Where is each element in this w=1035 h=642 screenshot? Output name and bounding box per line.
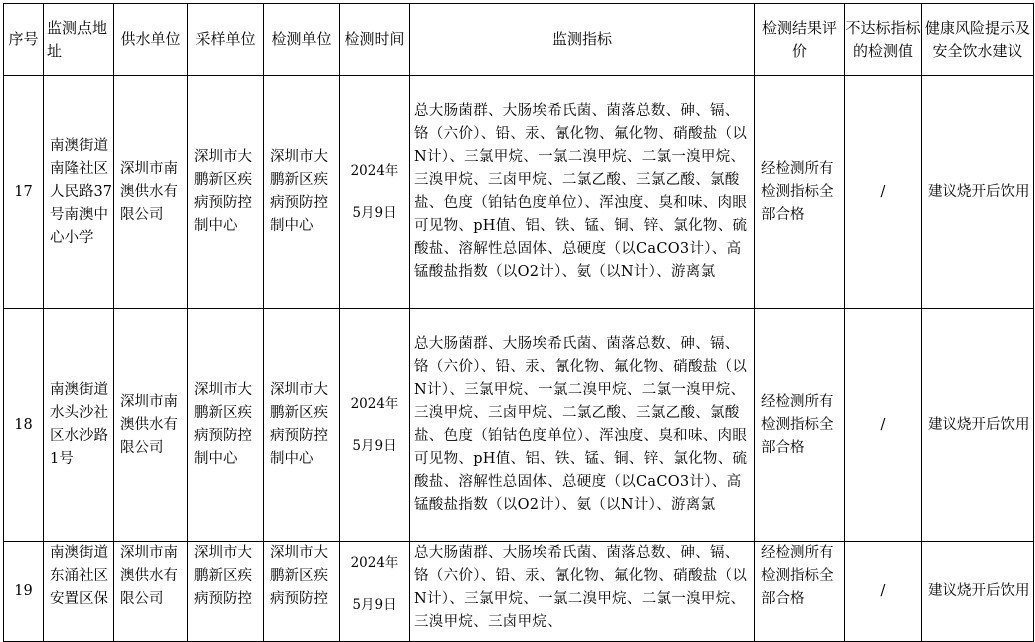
row-time bbox=[340, 76, 410, 309]
table-row bbox=[4, 309, 1034, 542]
row-supplier: 深圳市南澳供水有限公司 bbox=[114, 309, 188, 542]
row-time-year: 2024年 bbox=[350, 396, 399, 412]
row-sampler: 深圳市大鹏新区疾病预防控制中心 bbox=[188, 76, 264, 309]
row-indicators: 总大肠菌群、大肠埃希氏菌、菌落总数、砷、镉、铬（六价）、铅、汞、氰化物、氟化物、硝酸盐（以N计）、三氯甲烷、一氯二溴甲烷、二氯一溴甲烷、三溴甲烷、三卤甲烷、二氯乙酸、三氯乙酸、氯酸盐、色度（铂钴色度单位）、浑浊度、臭和味、肉眼可见物、pH值、铝、铁、锰、铜、锌、氯化物、硫酸盐、溶解性总固体、总硬度（以CaCO3计）、高锰酸盐指数（以O2计）、氨（以N计）、游离氯 bbox=[410, 309, 755, 542]
row-advice: 建议烧开后饮用 bbox=[922, 309, 1034, 542]
row-address: 南澳街道南隆社区人民路37号南澳中心小学 bbox=[44, 76, 114, 309]
row-tester: 深圳市大鹏新区疾病预防控制中心 bbox=[264, 76, 340, 309]
row-time-year: 2024年 bbox=[350, 555, 399, 571]
row-indicators: 总大肠菌群、大肠埃希氏菌、菌落总数、砷、镉、铬（六价）、铅、汞、氰化物、氟化物、硝酸盐（以N计）、三氯甲烷、一氯二溴甲烷、二氯一溴甲烷、三溴甲烷、三卤甲烷、 bbox=[410, 542, 755, 642]
row-time-day: 5月9日 bbox=[352, 438, 397, 454]
header-indicators: 监测指标 bbox=[410, 4, 755, 76]
row-tester: 深圳市大鹏新区疾病预防控制中心 bbox=[264, 309, 340, 542]
row-time-day: 5月9日 bbox=[352, 205, 397, 221]
header-advice: 健康风险提示及安全饮水建议 bbox=[922, 4, 1034, 76]
row-time bbox=[340, 542, 410, 642]
row-time bbox=[340, 309, 410, 542]
row-failed-value: / bbox=[845, 76, 922, 309]
table-row bbox=[4, 542, 1034, 642]
row-no: 18 bbox=[4, 309, 44, 542]
row-evaluation: 经检测所有检测指标全部合格 bbox=[755, 309, 845, 542]
row-evaluation: 经检测所有检测指标全部合格 bbox=[755, 76, 845, 309]
water-quality-table bbox=[3, 3, 1034, 642]
row-supplier: 深圳市南澳供水有限公司 bbox=[114, 76, 188, 309]
table-row bbox=[4, 76, 1034, 309]
row-tester: 深圳市大鹏新区疾病预防控 bbox=[264, 542, 340, 642]
row-no: 17 bbox=[4, 76, 44, 309]
row-no: 19 bbox=[4, 542, 44, 642]
row-address: 南澳街道东涌社区安置区保 bbox=[44, 542, 114, 642]
row-advice: 建议烧开后饮用 bbox=[922, 76, 1034, 309]
row-failed-value: / bbox=[845, 309, 922, 542]
row-sampler: 深圳市大鹏新区疾病预防控 bbox=[188, 542, 264, 642]
row-supplier: 深圳市南澳供水有限公司 bbox=[114, 542, 188, 642]
row-advice: 建议烧开后饮用 bbox=[922, 542, 1034, 642]
header-address: 监测点地址 bbox=[44, 4, 114, 76]
header-supplier: 供水单位 bbox=[114, 4, 188, 76]
header-sampler: 采样单位 bbox=[188, 4, 264, 76]
header-evaluation: 检测结果评价 bbox=[755, 4, 845, 76]
header-time: 检测时间 bbox=[340, 4, 410, 76]
row-time-day: 5月9日 bbox=[352, 597, 397, 613]
header-tester: 检测单位 bbox=[264, 4, 340, 76]
header-failed-value: 不达标指标的检测值 bbox=[845, 4, 922, 76]
header-no: 序号 bbox=[4, 4, 44, 76]
table-header-row bbox=[4, 4, 1034, 76]
row-failed-value: / bbox=[845, 542, 922, 642]
row-sampler: 深圳市大鹏新区疾病预防控制中心 bbox=[188, 309, 264, 542]
row-time-year: 2024年 bbox=[350, 163, 399, 179]
row-evaluation: 经检测所有检测指标全部合格 bbox=[755, 542, 845, 642]
row-address: 南澳街道水头沙社区水沙路1号 bbox=[44, 309, 114, 542]
row-indicators: 总大肠菌群、大肠埃希氏菌、菌落总数、砷、镉、铬（六价）、铅、汞、氰化物、氟化物、硝酸盐（以N计）、三氯甲烷、一氯二溴甲烷、二氯一溴甲烷、三溴甲烷、三卤甲烷、二氯乙酸、三氯乙酸、氯酸盐、色度（铂钴色度单位）、浑浊度、臭和味、肉眼可见物、pH值、铝、铁、锰、铜、锌、氯化物、硫酸盐、溶解性总固体、总硬度（以CaCO3计）、高锰酸盐指数（以O2计）、氨（以N计）、游离氯 bbox=[410, 76, 755, 309]
